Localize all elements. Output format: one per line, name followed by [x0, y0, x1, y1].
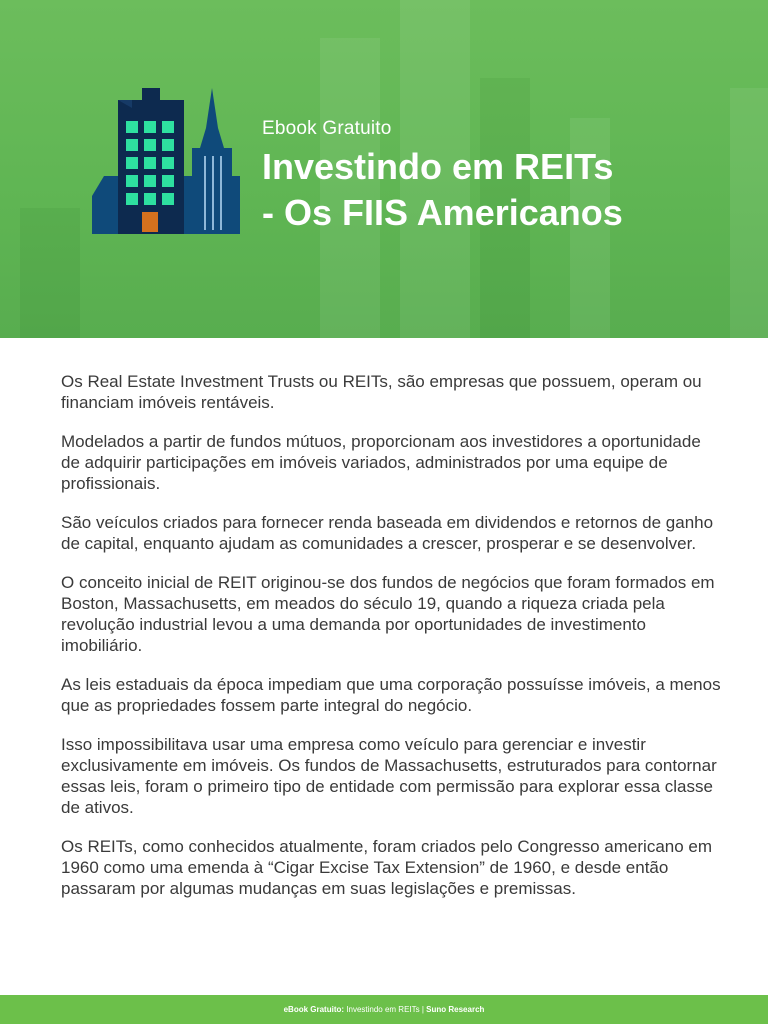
body-text — [61, 371, 721, 917]
paragraph: Isso impossibilitava usar uma empresa como veículo para gerenciar e investir exclusivamente em imóveis. Os fundos de Massachusetts, estruturados para contornar essas leis, foram o primeiro tipo de entidade com permissão para explorar essa classe de ativos. — [61, 735, 717, 817]
ebook-label: Ebook Gratuito — [262, 118, 392, 139]
page-footer — [0, 995, 768, 1024]
paragraph: Os Real Estate Investment Trusts ou REITs, são empresas que possuem, operam ou financiam imóveis rentáveis. — [61, 372, 702, 412]
footer-title: Investindo em REITs | — [344, 1005, 427, 1014]
title-line-1: Investindo em REITs — [262, 146, 614, 187]
title-line-2: - Os FIIS Americanos — [262, 192, 623, 233]
header-banner — [0, 0, 768, 338]
background-skyline — [20, 208, 80, 338]
footer-label: eBook Gratuito: — [283, 1005, 345, 1014]
paragraph: São veículos criados para fornecer renda baseada em dividendos e retornos de ganho de capital, enquanto ajudam as comunidades a crescer, prosperar e se desenvolver. — [61, 513, 714, 553]
page-title — [262, 144, 623, 236]
paragraph: Os REITs, como conhecidos atualmente, foram criados pelo Congresso americano em 1960 como uma emenda à “Cigar Excise Tax Extension” de 1960, e desde então passaram por algumas mudanças em suas legislações e premissas. — [61, 837, 713, 898]
paragraph: Modelados a partir de fundos mútuos, proporcionam aos investidores a oportunidade de adquirir participações em imóveis variados, administrados por uma equipe de profissionais. — [61, 432, 701, 493]
paragraph: O conceito inicial de REIT originou-se dos fundos de negócios que foram formados em Boston, Massachusetts, em meados do século 19, quando a riqueza criada pela revolução industrial levou a uma demanda por oportunidades de investimento imobiliário. — [61, 573, 715, 655]
paragraph: As leis estaduais da época impediam que uma corporação possuísse imóveis, a menos que as propriedades fossem parte integral do negócio. — [61, 675, 721, 715]
background-skyline — [730, 88, 768, 338]
buildings-illustration-icon — [92, 88, 242, 238]
footer-brand: Suno Research — [426, 1005, 485, 1014]
